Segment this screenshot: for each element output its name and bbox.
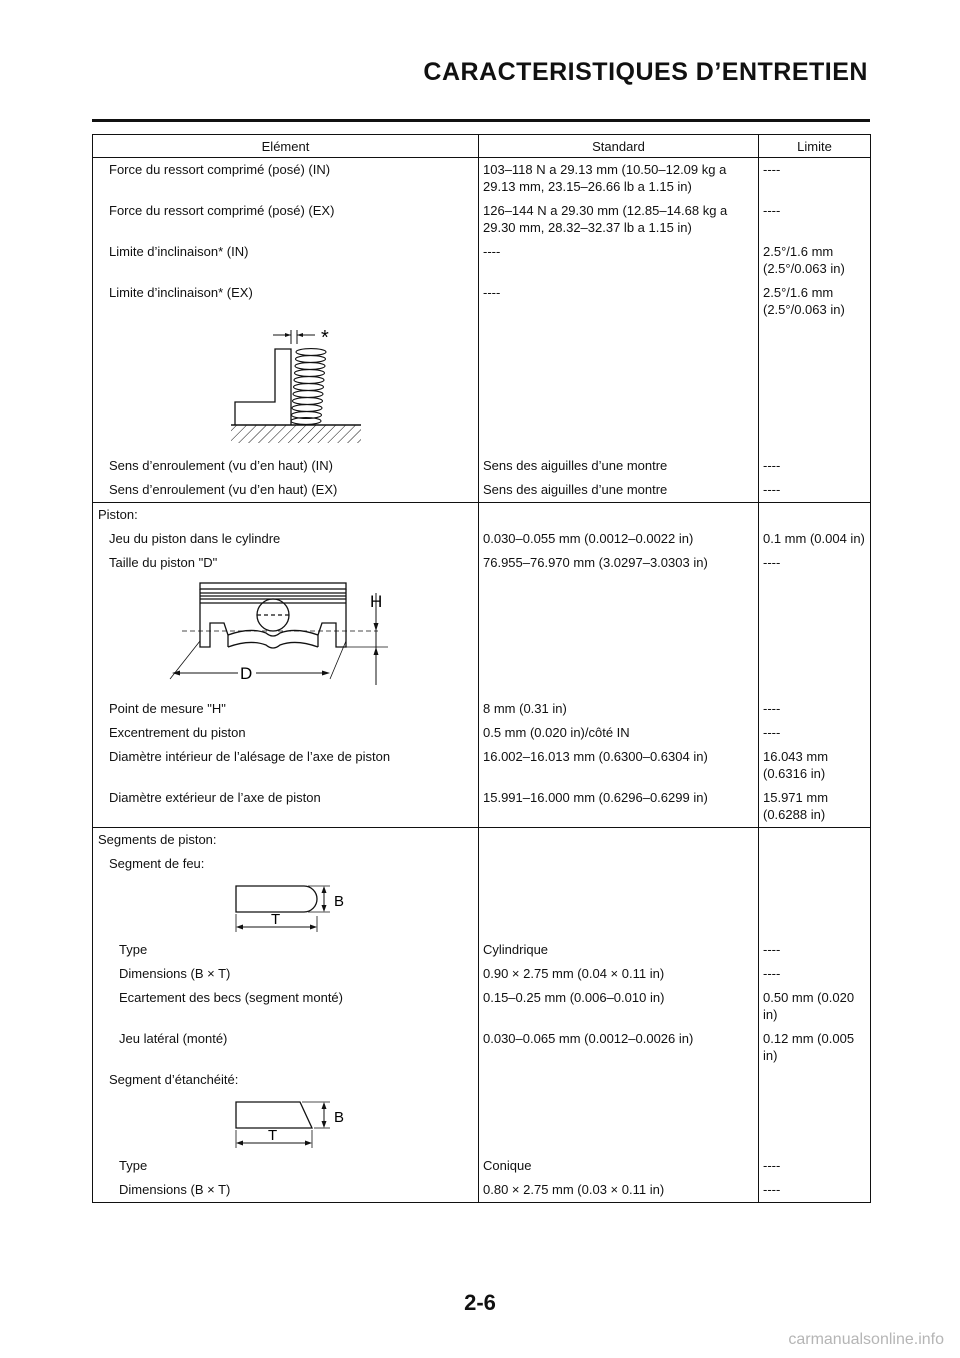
section-heading-row [93,828,871,853]
item-cell: Sens d’enroulement (vu d’en haut) (IN) [93,454,479,478]
limit-cell: ---- [759,551,871,575]
col-header-standard: Standard [479,135,759,158]
item-cell: Diamètre extérieur de l’axe de piston [93,786,479,828]
item-cell: Limite d’inclinaison* (EX) [93,281,479,322]
top-ring-section-diagram [216,876,356,936]
limit-cell: 15.971 mm (0.6288 in) [759,786,871,828]
item-cell: Taille du piston "D" [93,551,479,575]
table-row [93,240,871,281]
item-cell: Ecartement des becs (segment monté) [93,986,479,1027]
table-row [93,527,871,551]
table-row [93,962,871,986]
standard-cell: 0.15–0.25 mm (0.006–0.010 in) [479,986,759,1027]
table-row [93,478,871,503]
limit-cell: ---- [759,199,871,240]
standard-cell: 15.991–16.000 mm (0.6296–0.6299 in) [479,786,759,828]
piston-diagram [166,575,406,695]
standard-cell: Conique [479,1154,759,1178]
top-ring-figure-row [93,876,871,938]
ring-thickness-t-label: T [270,911,280,928]
item-cell: Type [93,938,479,962]
piston-diameter-d-label: D [239,664,252,683]
limit-cell: 2.5°/1.6 mm (2.5°/0.063 in) [759,240,871,281]
subsection-heading-row [93,852,871,876]
standard-cell: 16.002–16.013 mm (0.6300–0.6304 in) [479,745,759,786]
limit-cell: ---- [759,1178,871,1203]
ring-width-b-label: B [333,893,344,910]
item-cell: Dimensions (B × T) [93,1178,479,1203]
limit-cell: ---- [759,478,871,503]
standard-cell: 0.030–0.055 mm (0.0012–0.0022 in) [479,527,759,551]
standard-cell: 0.90 × 2.75 mm (0.04 × 0.11 in) [479,962,759,986]
item-cell: Excentrement du piston [93,721,479,745]
limit-cell: ---- [759,1154,871,1178]
table-row [93,1178,871,1203]
tilt-asterisk-label: * [320,327,329,349]
subsection-heading-top-ring: Segment de feu: [93,852,479,876]
col-header-limit: Limite [759,135,871,158]
ring-thickness-t-label: T [267,1127,277,1144]
item-cell: Limite d’inclinaison* (IN) [93,240,479,281]
limit-cell: ---- [759,158,871,200]
limit-cell: 0.50 mm (0.020 in) [759,986,871,1027]
standard-cell: 103–118 N a 29.13 mm (10.50–12.09 kg a 29.13 mm, 23.15–26.66 lb a 1.15 in) [479,158,759,200]
item-cell: Dimensions (B × T) [93,962,479,986]
second-ring-figure-row [93,1092,871,1154]
ring-width-b-label: B [333,1109,344,1126]
limit-cell: ---- [759,938,871,962]
item-cell: Sens d’enroulement (vu d’en haut) (EX) [93,478,479,503]
standard-cell: 126–144 N a 29.30 mm (12.85–14.68 kg a 29.30 mm, 28.32–32.37 lb a 1.15 in) [479,199,759,240]
standard-cell: Sens des aiguilles d’une montre [479,454,759,478]
standard-cell: 0.80 × 2.75 mm (0.03 × 0.11 in) [479,1178,759,1203]
table-row [93,721,871,745]
title-rule [92,119,870,122]
measure-point-h-label: H [369,592,382,611]
spring-tilt-diagram [191,322,381,452]
standard-cell: 8 mm (0.31 in) [479,697,759,721]
standard-cell: ---- [479,240,759,281]
piston-figure-row [93,575,871,697]
limit-cell: 16.043 mm (0.6316 in) [759,745,871,786]
subsection-heading-row [93,1068,871,1092]
watermark: carmanualsonline.info [788,1331,944,1348]
section-heading-piston: Piston: [93,503,479,528]
section-heading-row [93,503,871,528]
table-row [93,551,871,575]
standard-cell: Cylindrique [479,938,759,962]
table-row [93,1027,871,1068]
item-cell: Type [93,1154,479,1178]
table-row [93,158,871,200]
limit-cell: ---- [759,454,871,478]
item-cell: Point de mesure "H" [93,697,479,721]
second-ring-section-diagram [216,1092,356,1152]
item-cell: Force du ressort comprimé (posé) (IN) [93,158,479,200]
item-cell: Jeu latéral (monté) [93,1027,479,1068]
standard-cell: 0.5 mm (0.020 in)/côté IN [479,721,759,745]
header-row [93,135,871,158]
item-cell: Jeu du piston dans le cylindre [93,527,479,551]
table-row [93,454,871,478]
standard-cell: 76.955–76.970 mm (3.0297–3.0303 in) [479,551,759,575]
limit-cell: ---- [759,697,871,721]
table-row [93,938,871,962]
section-heading-rings: Segments de piston: [93,828,479,853]
subsection-heading-second-ring: Segment d’étanchéité: [93,1068,479,1092]
standard-cell: 0.030–0.065 mm (0.0012–0.0026 in) [479,1027,759,1068]
item-cell: Diamètre intérieur de l’alésage de l’axe de piston [93,745,479,786]
col-header-element: Elément [93,135,479,158]
spring-figure-row [93,322,871,454]
table-row [93,786,871,828]
specs-table [92,134,871,1203]
table-row [93,281,871,322]
standard-cell: ---- [479,281,759,322]
item-cell: Force du ressort comprimé (posé) (EX) [93,199,479,240]
table-row [93,199,871,240]
limit-cell: 0.1 mm (0.004 in) [759,527,871,551]
limit-cell: ---- [759,721,871,745]
limit-cell: 2.5°/1.6 mm (2.5°/0.063 in) [759,281,871,322]
page-number: 2-6 [464,1290,496,1315]
limit-cell: ---- [759,962,871,986]
page-title: CARACTERISTIQUES D’ENTRETIEN [423,58,868,86]
table-row [93,986,871,1027]
table-row [93,697,871,721]
table-row [93,1154,871,1178]
table-row [93,745,871,786]
limit-cell: 0.12 mm (0.005 in) [759,1027,871,1068]
standard-cell: Sens des aiguilles d’une montre [479,478,759,503]
